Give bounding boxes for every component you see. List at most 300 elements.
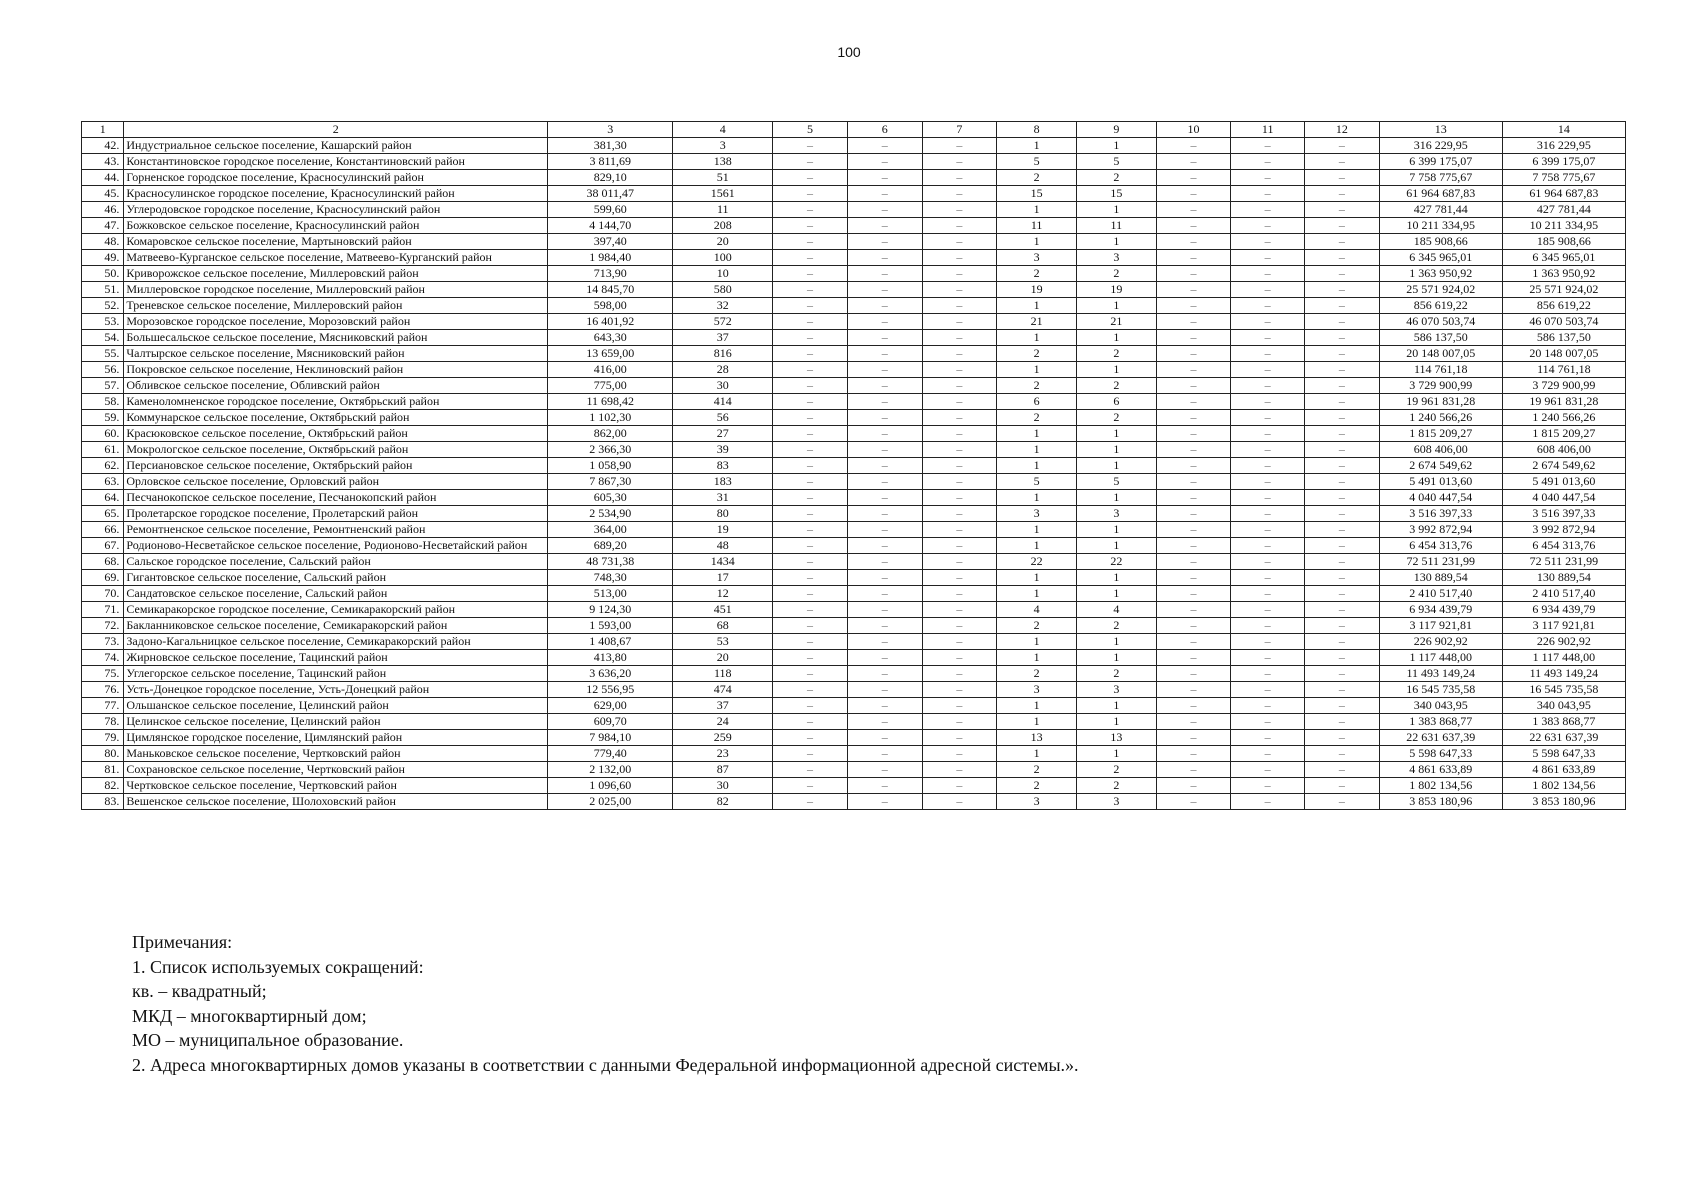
settlement-name-cell: Сохрановское сельское поселение, Чертковский район bbox=[124, 762, 548, 778]
value-cell: – bbox=[1156, 746, 1231, 762]
value-cell: – bbox=[922, 618, 997, 634]
value-cell: – bbox=[1156, 346, 1231, 362]
value-cell: – bbox=[847, 282, 922, 298]
settlement-name-cell: Задоно-Кагальницкое сельское поселение, Семикаракорский район bbox=[124, 634, 548, 650]
value-cell: – bbox=[773, 314, 848, 330]
value-cell: – bbox=[773, 154, 848, 170]
value-cell: – bbox=[1305, 538, 1380, 554]
value-cell: 11 698,42 bbox=[548, 394, 673, 410]
value-cell: 100 bbox=[673, 250, 773, 266]
value-cell: – bbox=[1305, 506, 1380, 522]
column-header: 12 bbox=[1305, 122, 1380, 138]
table-row bbox=[82, 250, 1626, 266]
value-cell: 6 934 439,79 bbox=[1502, 602, 1625, 618]
value-cell: – bbox=[1305, 410, 1380, 426]
settlement-name-cell: Чалтырское сельское поселение, Мясниковский район bbox=[124, 346, 548, 362]
value-cell: 2 bbox=[997, 170, 1077, 186]
value-cell: 1 bbox=[997, 570, 1077, 586]
value-cell: 46 070 503,74 bbox=[1379, 314, 1502, 330]
value-cell: – bbox=[1156, 522, 1231, 538]
value-cell: 185 908,66 bbox=[1379, 234, 1502, 250]
value-cell: – bbox=[922, 474, 997, 490]
value-cell: 25 571 924,02 bbox=[1502, 282, 1625, 298]
value-cell: 1 802 134,56 bbox=[1502, 778, 1625, 794]
settlement-name-cell: Большесальское сельское поселение, Мясниковский район bbox=[124, 330, 548, 346]
value-cell: – bbox=[922, 410, 997, 426]
value-cell: 586 137,50 bbox=[1379, 330, 1502, 346]
value-cell: – bbox=[922, 298, 997, 314]
value-cell: – bbox=[1156, 730, 1231, 746]
value-cell: – bbox=[773, 394, 848, 410]
note-line: МКД – многоквартирный дом; bbox=[132, 1005, 367, 1026]
table-row bbox=[82, 458, 1626, 474]
value-cell: – bbox=[773, 682, 848, 698]
value-cell: 3 bbox=[1076, 794, 1156, 810]
table-row bbox=[82, 490, 1626, 506]
value-cell: – bbox=[1305, 378, 1380, 394]
value-cell: 5 bbox=[1076, 474, 1156, 490]
value-cell: 46 070 503,74 bbox=[1502, 314, 1625, 330]
value-cell: 713,90 bbox=[548, 266, 673, 282]
value-cell: 6 454 313,76 bbox=[1379, 538, 1502, 554]
value-cell: – bbox=[847, 746, 922, 762]
value-cell: 19 bbox=[673, 522, 773, 538]
value-cell: – bbox=[773, 282, 848, 298]
value-cell: – bbox=[773, 650, 848, 666]
table-row bbox=[82, 506, 1626, 522]
value-cell: 1 363 950,92 bbox=[1379, 266, 1502, 282]
value-cell: – bbox=[922, 330, 997, 346]
value-cell: 1 bbox=[1076, 522, 1156, 538]
value-cell: – bbox=[1156, 250, 1231, 266]
value-cell: – bbox=[847, 554, 922, 570]
value-cell: 1 bbox=[1076, 746, 1156, 762]
value-cell: – bbox=[1305, 714, 1380, 730]
value-cell: 3 bbox=[997, 682, 1077, 698]
value-cell: 39 bbox=[673, 442, 773, 458]
value-cell: – bbox=[922, 506, 997, 522]
value-cell: – bbox=[922, 426, 997, 442]
settlement-name-cell: Углеродовское городское поселение, Красносулинский район bbox=[124, 202, 548, 218]
value-cell: – bbox=[847, 522, 922, 538]
table-row bbox=[82, 746, 1626, 762]
value-cell: 118 bbox=[673, 666, 773, 682]
settlement-name-cell: Индустриальное сельское поселение, Кашарский район bbox=[124, 138, 548, 154]
value-cell: – bbox=[1231, 602, 1305, 618]
column-header: 1 bbox=[82, 122, 124, 138]
value-cell: 20 148 007,05 bbox=[1502, 346, 1625, 362]
value-cell: 6 bbox=[1076, 394, 1156, 410]
value-cell: 1 bbox=[1076, 138, 1156, 154]
value-cell: 5 598 647,33 bbox=[1379, 746, 1502, 762]
settlement-name-cell: Ольшанское сельское поселение, Целинский район bbox=[124, 698, 548, 714]
value-cell: 14 845,70 bbox=[548, 282, 673, 298]
table-row bbox=[82, 778, 1626, 794]
value-cell: – bbox=[847, 154, 922, 170]
value-cell: – bbox=[773, 666, 848, 682]
value-cell: 2 025,00 bbox=[548, 794, 673, 810]
value-cell: 1 bbox=[997, 698, 1077, 714]
value-cell: 7 867,30 bbox=[548, 474, 673, 490]
value-cell: – bbox=[1305, 762, 1380, 778]
value-cell: – bbox=[1231, 746, 1305, 762]
value-cell: 4 bbox=[997, 602, 1077, 618]
row-number-cell: 65. bbox=[82, 506, 124, 522]
table-row bbox=[82, 714, 1626, 730]
value-cell: – bbox=[922, 698, 997, 714]
value-cell: – bbox=[847, 634, 922, 650]
value-cell: 2 bbox=[997, 778, 1077, 794]
note-line: кв. – квадратный; bbox=[132, 981, 267, 1001]
table-row bbox=[82, 234, 1626, 250]
value-cell: 6 454 313,76 bbox=[1502, 538, 1625, 554]
settlement-name-cell: Криворожское сельское поселение, Миллеровский район bbox=[124, 266, 548, 282]
table-row bbox=[82, 474, 1626, 490]
value-cell: – bbox=[1231, 282, 1305, 298]
value-cell: – bbox=[1156, 506, 1231, 522]
value-cell: – bbox=[1156, 618, 1231, 634]
value-cell: 2 534,90 bbox=[548, 506, 673, 522]
value-cell: – bbox=[1156, 602, 1231, 618]
column-header: 10 bbox=[1156, 122, 1231, 138]
value-cell: 23 bbox=[673, 746, 773, 762]
value-cell: – bbox=[773, 330, 848, 346]
value-cell: 1 593,00 bbox=[548, 618, 673, 634]
value-cell: 397,40 bbox=[548, 234, 673, 250]
value-cell: – bbox=[847, 698, 922, 714]
value-cell: 580 bbox=[673, 282, 773, 298]
value-cell: – bbox=[922, 250, 997, 266]
value-cell: – bbox=[1156, 282, 1231, 298]
value-cell: 5 bbox=[997, 474, 1077, 490]
value-cell: 5 491 013,60 bbox=[1502, 474, 1625, 490]
settlement-name-cell: Константиновское городское поселение, Константиновский район bbox=[124, 154, 548, 170]
value-cell: – bbox=[1156, 586, 1231, 602]
settlement-name-cell: Родионово-Несветайское сельское поселение, Родионово-Несветайский район bbox=[124, 538, 548, 554]
value-cell: – bbox=[922, 346, 997, 362]
value-cell: 1 383 868,77 bbox=[1502, 714, 1625, 730]
row-number-cell: 69. bbox=[82, 570, 124, 586]
value-cell: – bbox=[1231, 490, 1305, 506]
value-cell: 1 bbox=[1076, 458, 1156, 474]
value-cell: – bbox=[1231, 778, 1305, 794]
value-cell: – bbox=[922, 170, 997, 186]
value-cell: 3 811,69 bbox=[548, 154, 673, 170]
settlement-name-cell: Обливское сельское поселение, Обливский район bbox=[124, 378, 548, 394]
value-cell: – bbox=[1231, 586, 1305, 602]
value-cell: 5 bbox=[1076, 154, 1156, 170]
value-cell: – bbox=[1231, 202, 1305, 218]
table-row bbox=[82, 442, 1626, 458]
value-cell: – bbox=[847, 170, 922, 186]
value-cell: – bbox=[1305, 666, 1380, 682]
value-cell: 1 bbox=[997, 538, 1077, 554]
value-cell: 2 bbox=[997, 346, 1077, 362]
column-header: 14 bbox=[1502, 122, 1625, 138]
value-cell: 2 bbox=[997, 666, 1077, 682]
value-cell: – bbox=[922, 570, 997, 586]
value-cell: 24 bbox=[673, 714, 773, 730]
table-row bbox=[82, 282, 1626, 298]
value-cell: – bbox=[1305, 794, 1380, 810]
note-line: 2. Адреса многоквартирных домов указаны в соответствии с данными Федеральной информационной адресной системы.». bbox=[132, 1054, 1079, 1075]
row-number-cell: 46. bbox=[82, 202, 124, 218]
value-cell: – bbox=[1305, 634, 1380, 650]
value-cell: 48 bbox=[673, 538, 773, 554]
value-cell: – bbox=[773, 506, 848, 522]
value-cell: 413,80 bbox=[548, 650, 673, 666]
value-cell: 3 bbox=[673, 138, 773, 154]
row-number-cell: 76. bbox=[82, 682, 124, 698]
value-cell: – bbox=[922, 778, 997, 794]
row-number-cell: 54. bbox=[82, 330, 124, 346]
value-cell: – bbox=[773, 794, 848, 810]
value-cell: 3 bbox=[997, 506, 1077, 522]
value-cell: – bbox=[1231, 410, 1305, 426]
value-cell: – bbox=[922, 442, 997, 458]
value-cell: – bbox=[1231, 346, 1305, 362]
row-number-cell: 49. bbox=[82, 250, 124, 266]
value-cell: – bbox=[1231, 154, 1305, 170]
settlement-name-cell: Усть-Донецкое городское поселение, Усть-Донецкий район bbox=[124, 682, 548, 698]
value-cell: – bbox=[847, 730, 922, 746]
value-cell: – bbox=[922, 714, 997, 730]
row-number-cell: 79. bbox=[82, 730, 124, 746]
value-cell: – bbox=[773, 554, 848, 570]
value-cell: – bbox=[1231, 650, 1305, 666]
value-cell: – bbox=[847, 234, 922, 250]
value-cell: – bbox=[847, 474, 922, 490]
value-cell: – bbox=[922, 202, 997, 218]
value-cell: 775,00 bbox=[548, 378, 673, 394]
row-number-cell: 81. bbox=[82, 762, 124, 778]
value-cell: 3 bbox=[997, 794, 1077, 810]
value-cell: – bbox=[922, 378, 997, 394]
value-cell: 38 011,47 bbox=[548, 186, 673, 202]
value-cell: 3 516 397,33 bbox=[1379, 506, 1502, 522]
value-cell: – bbox=[922, 602, 997, 618]
value-cell: 15 bbox=[1076, 186, 1156, 202]
value-cell: – bbox=[847, 650, 922, 666]
value-cell: 130 889,54 bbox=[1379, 570, 1502, 586]
column-header: 5 bbox=[773, 122, 848, 138]
value-cell: 20 bbox=[673, 650, 773, 666]
value-cell: 1 815 209,27 bbox=[1502, 426, 1625, 442]
value-cell: – bbox=[847, 778, 922, 794]
value-cell: 2 bbox=[1076, 170, 1156, 186]
note-line: 1. Список используемых сокращений: bbox=[132, 956, 424, 977]
value-cell: 862,00 bbox=[548, 426, 673, 442]
value-cell: – bbox=[922, 362, 997, 378]
row-number-cell: 82. bbox=[82, 778, 124, 794]
row-number-cell: 67. bbox=[82, 538, 124, 554]
row-number-cell: 83. bbox=[82, 794, 124, 810]
value-cell: 3 992 872,94 bbox=[1502, 522, 1625, 538]
settlement-name-cell: Миллеровское городское поселение, Миллеровский район bbox=[124, 282, 548, 298]
value-cell: 3 117 921,81 bbox=[1502, 618, 1625, 634]
value-cell: – bbox=[922, 538, 997, 554]
value-cell: – bbox=[1231, 426, 1305, 442]
value-cell: 11 bbox=[997, 218, 1077, 234]
settlement-name-cell: Маньковское сельское поселение, Чертковский район bbox=[124, 746, 548, 762]
value-cell: 28 bbox=[673, 362, 773, 378]
value-cell: 316 229,95 bbox=[1379, 138, 1502, 154]
value-cell: – bbox=[1305, 266, 1380, 282]
value-cell: 2 bbox=[1076, 266, 1156, 282]
value-cell: – bbox=[1231, 458, 1305, 474]
value-cell: 2 bbox=[997, 618, 1077, 634]
value-cell: 1 bbox=[997, 202, 1077, 218]
value-cell: – bbox=[1231, 762, 1305, 778]
table-row bbox=[82, 730, 1626, 746]
value-cell: 37 bbox=[673, 330, 773, 346]
value-cell: – bbox=[1156, 218, 1231, 234]
value-cell: 1 bbox=[997, 442, 1077, 458]
value-cell: 11 bbox=[1076, 218, 1156, 234]
value-cell: 3 bbox=[1076, 682, 1156, 698]
value-cell: 1 bbox=[997, 634, 1077, 650]
value-cell: 6 399 175,07 bbox=[1502, 154, 1625, 170]
value-cell: – bbox=[1305, 730, 1380, 746]
value-cell: – bbox=[847, 666, 922, 682]
table-row bbox=[82, 362, 1626, 378]
row-number-cell: 73. bbox=[82, 634, 124, 650]
settlement-name-cell: Сандатовское сельское поселение, Сальский район bbox=[124, 586, 548, 602]
value-cell: 364,00 bbox=[548, 522, 673, 538]
value-cell: – bbox=[847, 266, 922, 282]
value-cell: 56 bbox=[673, 410, 773, 426]
value-cell: 474 bbox=[673, 682, 773, 698]
settlement-name-cell: Сальское городское поселение, Сальский район bbox=[124, 554, 548, 570]
value-cell: – bbox=[773, 730, 848, 746]
value-cell: – bbox=[922, 458, 997, 474]
value-cell: 1 bbox=[1076, 426, 1156, 442]
value-cell: – bbox=[773, 538, 848, 554]
value-cell: – bbox=[922, 730, 997, 746]
table-row bbox=[82, 266, 1626, 282]
table-body bbox=[82, 138, 1626, 810]
value-cell: – bbox=[1231, 634, 1305, 650]
table-row bbox=[82, 314, 1626, 330]
value-cell: 2 366,30 bbox=[548, 442, 673, 458]
value-cell: – bbox=[1231, 682, 1305, 698]
value-cell: – bbox=[847, 378, 922, 394]
table-row bbox=[82, 634, 1626, 650]
value-cell: 3 516 397,33 bbox=[1502, 506, 1625, 522]
value-cell: 1 240 566,26 bbox=[1379, 410, 1502, 426]
value-cell: – bbox=[1231, 538, 1305, 554]
value-cell: 1 117 448,00 bbox=[1379, 650, 1502, 666]
row-number-cell: 66. bbox=[82, 522, 124, 538]
value-cell: – bbox=[847, 618, 922, 634]
value-cell: 183 bbox=[673, 474, 773, 490]
value-cell: – bbox=[1156, 234, 1231, 250]
value-cell: 82 bbox=[673, 794, 773, 810]
value-cell: – bbox=[1305, 474, 1380, 490]
value-cell: – bbox=[773, 218, 848, 234]
header-row bbox=[82, 122, 1626, 138]
value-cell: 11 493 149,24 bbox=[1379, 666, 1502, 682]
value-cell: 1 bbox=[997, 362, 1077, 378]
settlement-name-cell: Цимлянское городское поселение, Цимлянский район bbox=[124, 730, 548, 746]
value-cell: – bbox=[847, 762, 922, 778]
value-cell: – bbox=[1231, 378, 1305, 394]
value-cell: 22 bbox=[997, 554, 1077, 570]
row-number-cell: 70. bbox=[82, 586, 124, 602]
table-row bbox=[82, 682, 1626, 698]
value-cell: – bbox=[1231, 570, 1305, 586]
value-cell: 4 144,70 bbox=[548, 218, 673, 234]
column-header: 3 bbox=[548, 122, 673, 138]
value-cell: 259 bbox=[673, 730, 773, 746]
value-cell: 856 619,22 bbox=[1379, 298, 1502, 314]
value-cell: – bbox=[847, 458, 922, 474]
value-cell: 1 bbox=[1076, 634, 1156, 650]
value-cell: 17 bbox=[673, 570, 773, 586]
value-cell: 61 964 687,83 bbox=[1379, 186, 1502, 202]
value-cell: 10 211 334,95 bbox=[1379, 218, 1502, 234]
table-row bbox=[82, 618, 1626, 634]
value-cell: – bbox=[847, 330, 922, 346]
value-cell: – bbox=[773, 746, 848, 762]
value-cell: 7 758 775,67 bbox=[1502, 170, 1625, 186]
value-cell: – bbox=[847, 362, 922, 378]
value-cell: 1 bbox=[1076, 202, 1156, 218]
value-cell: 1 117 448,00 bbox=[1502, 650, 1625, 666]
value-cell: – bbox=[1305, 618, 1380, 634]
value-cell: 19 961 831,28 bbox=[1379, 394, 1502, 410]
row-number-cell: 80. bbox=[82, 746, 124, 762]
column-header: 13 bbox=[1379, 122, 1502, 138]
value-cell: – bbox=[1305, 218, 1380, 234]
value-cell: – bbox=[1231, 794, 1305, 810]
value-cell: – bbox=[1305, 778, 1380, 794]
value-cell: 1 bbox=[997, 330, 1077, 346]
value-cell: 12 bbox=[673, 586, 773, 602]
value-cell: 22 631 637,39 bbox=[1379, 730, 1502, 746]
value-cell: – bbox=[1305, 698, 1380, 714]
value-cell: 51 bbox=[673, 170, 773, 186]
value-cell: – bbox=[1231, 266, 1305, 282]
settlement-name-cell: Каменоломненское городское поселение, Октябрьский район bbox=[124, 394, 548, 410]
row-number-cell: 61. bbox=[82, 442, 124, 458]
settlement-name-cell: Орловское сельское поселение, Орловский район bbox=[124, 474, 548, 490]
value-cell: 1561 bbox=[673, 186, 773, 202]
row-number-cell: 56. bbox=[82, 362, 124, 378]
row-number-cell: 58. bbox=[82, 394, 124, 410]
value-cell: 599,60 bbox=[548, 202, 673, 218]
value-cell: – bbox=[1305, 554, 1380, 570]
value-cell: – bbox=[773, 634, 848, 650]
value-cell: – bbox=[1305, 650, 1380, 666]
value-cell: 4 040 447,54 bbox=[1379, 490, 1502, 506]
value-cell: 3 117 921,81 bbox=[1379, 618, 1502, 634]
value-cell: 1 bbox=[1076, 442, 1156, 458]
column-header: 2 bbox=[124, 122, 548, 138]
value-cell: – bbox=[1156, 778, 1231, 794]
value-cell: – bbox=[773, 570, 848, 586]
value-cell: 1 bbox=[997, 298, 1077, 314]
value-cell: 37 bbox=[673, 698, 773, 714]
value-cell: – bbox=[1156, 458, 1231, 474]
value-cell: – bbox=[1305, 170, 1380, 186]
value-cell: 4 861 633,89 bbox=[1502, 762, 1625, 778]
value-cell: 1 bbox=[1076, 234, 1156, 250]
value-cell: 1 bbox=[997, 522, 1077, 538]
value-cell: 6 399 175,07 bbox=[1379, 154, 1502, 170]
value-cell: – bbox=[847, 186, 922, 202]
value-cell: 1 058,90 bbox=[548, 458, 673, 474]
